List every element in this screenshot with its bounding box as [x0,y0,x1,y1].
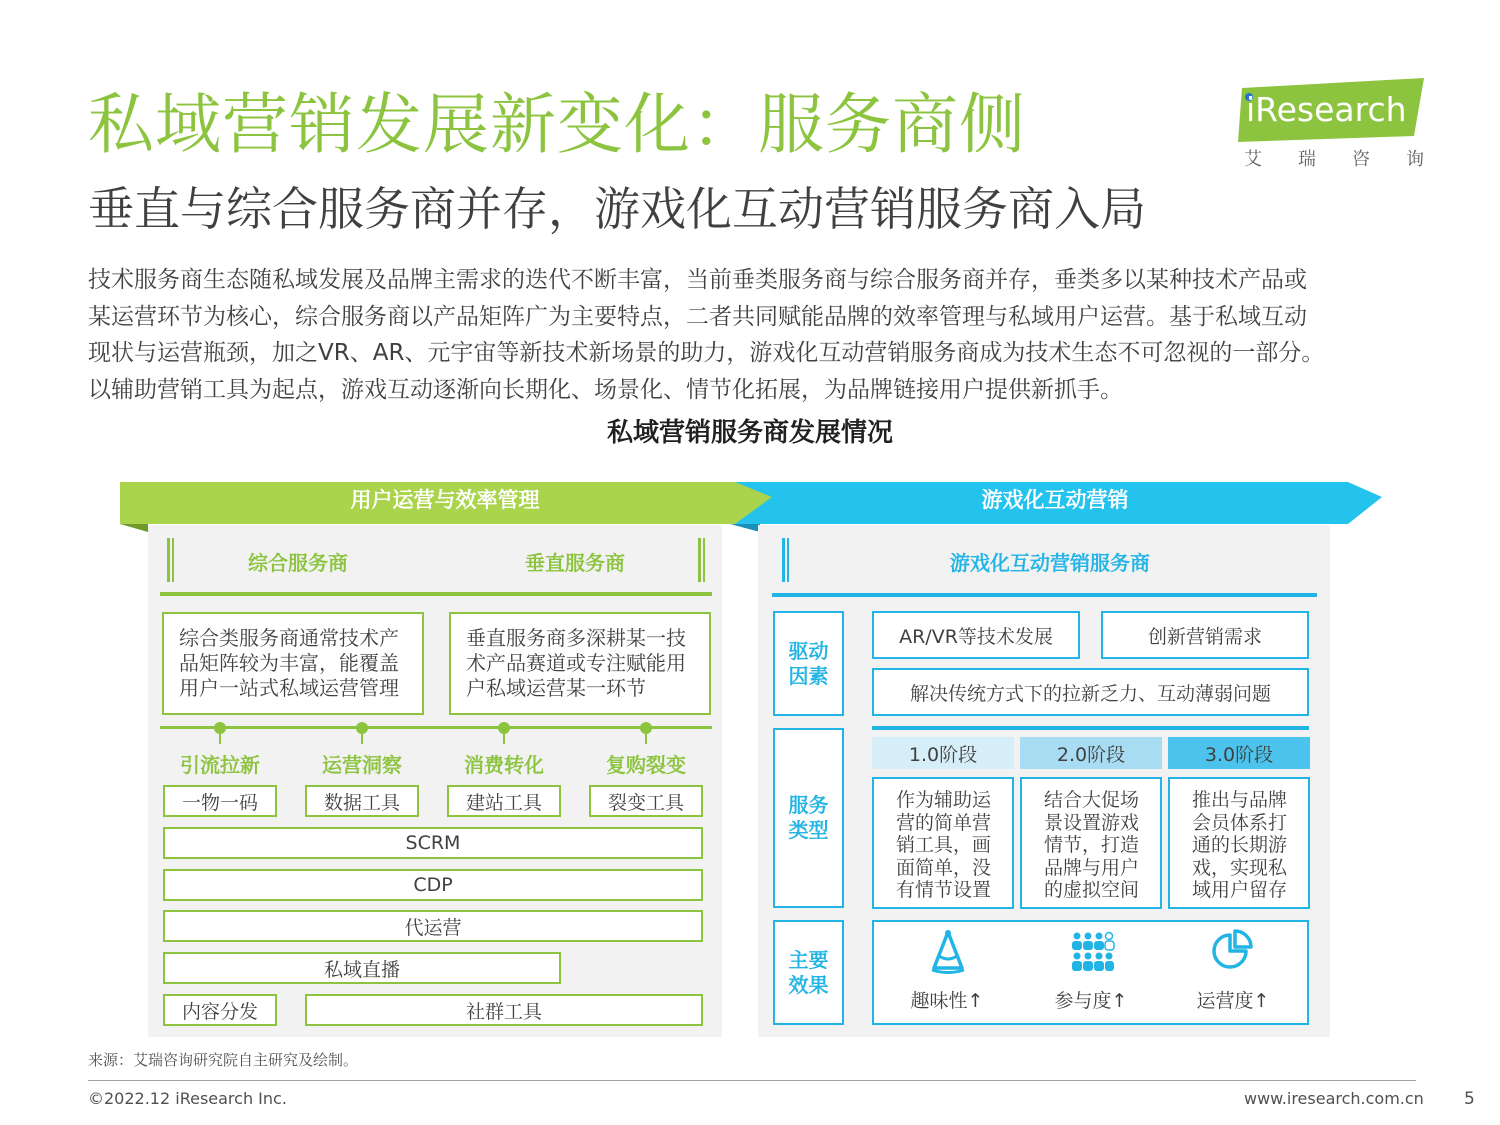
intro-line: 现状与运营瓶颈，加之VR、AR、元宇宙等新技术新场景的助力，游戏化互动营销服务商成为技术生态不可忽视的一部分。 [88,340,1325,366]
intro-paragraph [88,262,1424,408]
driver-innovation: 创新营销需求 [1101,611,1309,659]
category-repurchase: 复购裂变 [606,753,686,777]
iresearch-logo [1238,78,1428,168]
driver-tech: AR/VR等技术发展 [872,611,1080,659]
footer-divider [88,1080,1416,1081]
page-number: 5 [1464,1089,1475,1109]
tool-agency-ops: 代运营 [163,910,703,942]
tool-scrm: SCRM [163,827,703,859]
source-note: 来源：艾瑞咨询研究院自主研究及绘制。 [88,1051,359,1069]
intro-line: 某运营环节为核心，综合服务商以产品矩阵广为主要特点，二者共同赋能品牌的效率管理与私域用户运营。基于私域互动 [88,303,1307,330]
tool-data: 数据工具 [305,785,419,817]
band-label-user-ops: 用户运营与效率管理 [350,488,540,512]
timeline-tick [645,732,647,744]
intro-line: 技术服务商生态随私域发展及品牌主需求的迭代不断丰富，当前垂类服务商与综合服务商并存，垂类多以某种技术产品或 [88,267,1307,293]
tool-content-distribution: 内容分发 [163,994,277,1026]
timeline-tick [219,732,221,744]
header-comprehensive: 综合服务商 [248,551,348,575]
comprehensive-desc-box: 综合类服务商通常技术产 品矩阵较为丰富，能覆盖 用户一站式私域运营管理 [162,612,424,715]
diagram-title: 私域营销服务商发展情况 [606,418,893,448]
tool-community: 社群工具 [305,994,703,1026]
category-timeline [160,726,712,729]
copyright: ©2022.12 iResearch Inc. [88,1089,287,1108]
effect-fun: 趣味性↑ [910,990,984,1012]
pie-chart-icon [1210,929,1254,973]
page-title: 私域营销发展新变化：服务商侧 [88,86,1026,163]
band-label-gamified: 游戏化互动营销 [981,488,1129,512]
effect-operations: 运营度↑ [1196,990,1270,1012]
effect-participation: 参与度↑ [1054,990,1128,1012]
website: www.iresearch.com.cn [1244,1089,1424,1108]
stage-2-desc: 结合大促场 景设置游戏 情节，打造 品牌与用户 的虚拟空间 [1020,777,1162,909]
stage-3-desc: 推出与品牌 会员体系打 通的长期游 戏，实现私 域用户留存 [1168,777,1310,909]
tool-one-code: 一物一码 [163,785,277,817]
driver-problem: 解决传统方式下的拉新乏力、互动薄弱问题 [872,668,1309,716]
stage-1: 1.0阶段 [872,737,1014,769]
page-subtitle: 垂直与综合服务商并存，游戏化互动营销服务商入局 [88,182,1146,236]
header-vertical: 垂直服务商 [525,551,625,575]
vertical-desc-box: 垂直服务商多深耕某一技 术产品赛道或专注赋能用 户私域运营某一环节 [449,612,711,715]
timeline-tick [503,732,505,744]
timeline-tick [361,732,363,744]
effect-label: 主要 效果 [773,920,844,1025]
tool-fission: 裂变工具 [589,785,703,817]
tool-site-builder: 建站工具 [447,785,561,817]
driver-label: 驱动 因素 [773,611,844,716]
header-divider [160,592,712,596]
stage-3: 3.0阶段 [1168,737,1310,769]
driver-divider [872,726,1309,730]
category-insight: 运营洞察 [322,753,402,777]
category-conversion: 消费转化 [464,753,544,777]
type-label: 服务 类型 [773,728,844,908]
tool-private-live: 私域直播 [163,952,561,984]
logo-text: iResearch [1246,90,1407,129]
stage-1-desc: 作为辅助运 营的简单营 销工具，画 面简单，没 有情节设置 [872,777,1014,909]
header-gamified-provider: 游戏化互动营销服务商 [950,551,1150,575]
header-divider-blue [772,593,1317,597]
intro-line: 以辅助营销工具为起点，游戏互动逐渐向长期化、场景化、情节化拓展，为品牌链接用户提供新抓手。 [88,376,1123,403]
logo-subtext: 艾 瑞 咨 询 [1244,149,1424,170]
tool-cdp: CDP [163,869,703,901]
blue-band-fold [730,524,760,532]
people-group-icon [1071,931,1115,973]
category-acquisition: 引流拉新 [180,753,260,777]
green-band-fold [120,524,148,532]
stage-2: 2.0阶段 [1020,737,1162,769]
party-hat-icon [928,928,968,974]
